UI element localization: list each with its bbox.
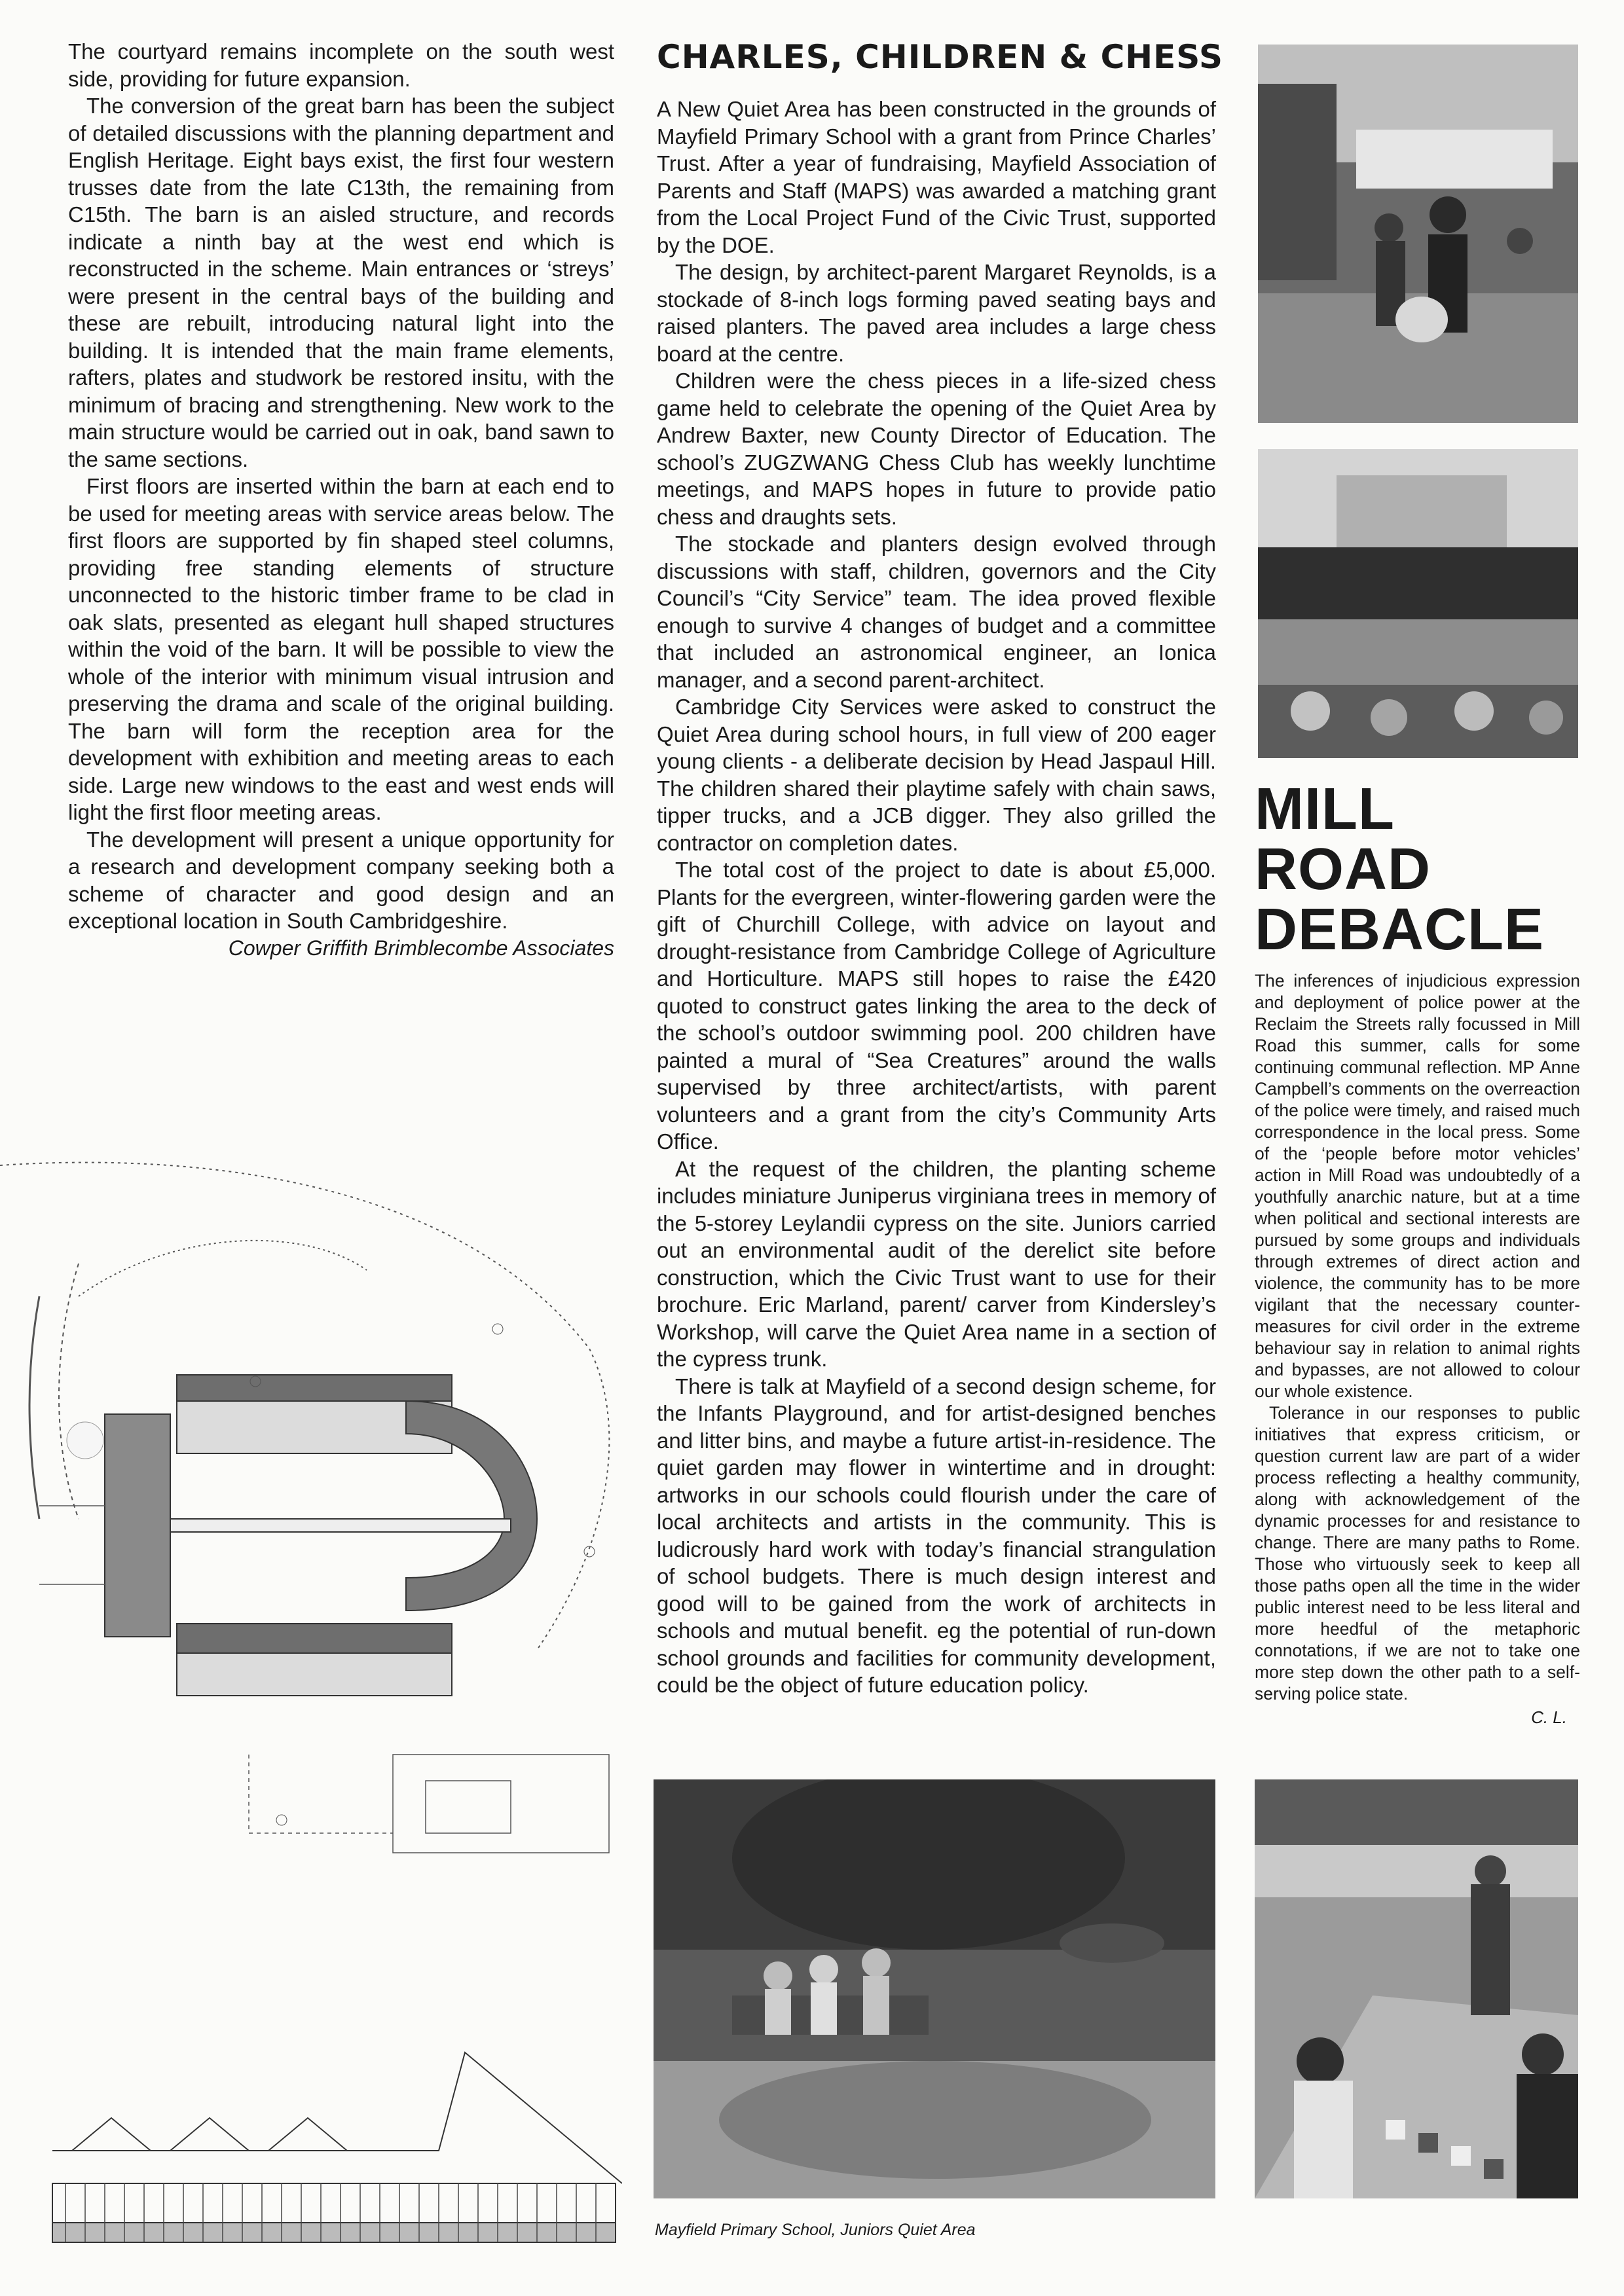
right-paragraph: The inferences of injudicious expression and deployment of police power at the Reclaim the Streets rally focussed in Mill Road this summer, calls for some continuing communal reflection. MP Anne Campbell’s comments on the overreaction of the police were timely, and raised much correspondence in the local press. Some of the ‘people before motor vehicles’ action in Mill Road was undoubtedly of a youthfully anarchic nature, but at a time when political and sectional interests are pursued by some groups and individuals through extremes of direct action and violence, the community has to be more vigilant that the necessary counter-measures for civil order in the extreme behaviour say in relation to animal rights and bypasses, are not allowed to colour our whole existence.: [1255, 971, 1580, 1401]
left-paragraph: The conversion of the great barn has been the subject of detailed discussions with the planning department and English Heritage. Eight bays exist, the first four western trusses date from the late C13th, the remaining from C15th. The barn is an aisled structure, and records indicate a ninth bay at the west end which is reconstructed in the scheme. Main entrances or ‘streys’ were present in the central bays of the building and these are rebuilt, introducing natural light into the building. It is intended that the main frame elements, rafters, plates and studwork be restored insitu, with the minimum of bracing and strengthening. New work to the main structure would be carried out in oak, band sawn to the same sections.: [68, 94, 614, 471]
left-article: [68, 38, 614, 960]
left-paragraph: The development will present a unique opportunity for a research and development company seeking both a scheme of character and good design and an exceptional location in South Cambridgeshire.: [68, 827, 614, 933]
site-plan-drawing: [0, 1152, 622, 1905]
right-headline-line-1: MILL ROAD: [1255, 776, 1431, 902]
right-headline-line-2: DEBACLE: [1255, 897, 1545, 962]
elevation-drawing: [46, 2046, 622, 2249]
middle-paragraph: A New Quiet Area has been constructed in the grounds of Mayfield Primary School with a grant from Prince Charles’ Trust. After a year of fundraising, Mayfield Association of Parents and Staff (MAPS) was awarded a matching grant from the Local Project Fund of the Civic Trust, supported by the DOE.: [657, 97, 1216, 257]
right-headline: [1255, 776, 1580, 962]
chess-game-photo: [1255, 1779, 1578, 2198]
middle-paragraph: Children were the chess pieces in a life-sized chess game held to celebrate the opening of the Quiet Area by Andrew Baxter, new County Director of Education. The school’s ZUGZWANG Chess Club has weekly lunchtime meetings, and MAPS hopes in future to provide patio chess and draughts sets.: [657, 369, 1216, 529]
left-paragraph: The courtyard remains incomplete on the south west side, providing for future expansion.: [68, 39, 614, 91]
middle-paragraph: Cambridge City Services were asked to construct the Quiet Area during school hours, in full view of 200 eager young clients - a deliberate decision by Head Jaspaul Hill. The children shared their playtime safely with chain saws, tipper trucks, and a JCB digger. They also grilled the contractor on completion dates.: [657, 695, 1216, 855]
middle-paragraph: The stockade and planters design evolved through discussions with staff, children, governors and the City Council’s “City Service” team. The idea proved flexible enough to survive 4 changes of budget and a committee that included an astronomical engineer, an Ionica manager, and a second parent-architect.: [657, 532, 1216, 692]
right-paragraph: Tolerance in our responses to public initiatives that express criticism, or question current law are part of a wider process reflecting a healthy community, along with acknowledgement of the dynamic processes for and resistance to change. There are many paths to Rome. Those who virtuously seek to keep all those paths open all the time in the wider public interest need to be less literal and more heedful of the metaphoric connotations, if we are not to take one more step down the other path to a self-serving police state.: [1255, 1403, 1580, 1704]
left-paragraph: First floors are inserted within the barn at each end to be used for meeting areas with service areas below. The first floors are supported by fin shaped steel columns, providing free standing elements of structure unconnected to the historic timber frame to be clad in oak slats, presented as elegant hull shaped structures within the void of the barn. It will be possible to view the whole of the interior with minimum visual intrusion and preserving the drama and scale of the original building. The barn will form the reception area for the development with exhibition and meeting areas to each side. Large new windows to the east and west ends will light the first floor meeting areas.: [68, 474, 614, 824]
right-article: [1255, 776, 1580, 1728]
quiet-area-photo: [654, 1779, 1215, 2198]
left-signature: Cowper Griffith Brimblecombe Associates: [228, 936, 614, 960]
quiet-area-caption: Mayfield Primary School, Juniors Quiet Area: [655, 2221, 976, 2239]
police-line-photo: [1258, 449, 1578, 758]
right-initials: C. L.: [1531, 1707, 1567, 1727]
middle-headline: CHARLES, CHILDREN & CHESS: [657, 38, 1224, 76]
middle-paragraph: The total cost of the project to date is about £5,000. Plants for the evergreen, winter-flowering garden were the gift of Churchill College, with advice on layout and drought-resistance from Cambridge College of Agriculture and Horticulture. MAPS still hopes to raise the £420 quoted to construct gates linking the area to the deck of the school’s outdoor swimming pool. 200 children have painted a mural of “Sea Creatures” around the walls supervised by three architect/artists, with parent volunteers and a grant from the city’s Community Arts Office.: [657, 858, 1216, 1154]
street-rally-photo: [1258, 45, 1578, 423]
middle-paragraph: At the request of the children, the planting scheme includes miniature Juniperus virginiana trees in memory of the 5-storey Leylandii cypress on the site. Juniors carried out an environmental audit of the derelict site before construction, which the Civic Trust want to use for their brochure. Eric Marland, parent/ carver from Kindersley’s Workshop, will carve the Quiet Area name in a section of the cypress trunk.: [657, 1156, 1216, 1371]
middle-article: [657, 38, 1224, 1699]
middle-paragraph: The design, by architect-parent Margaret Reynolds, is a stockade of 8-inch logs forming paved seating bays and raised planters. The paved area includes a large chess board at the centre.: [657, 260, 1216, 366]
middle-paragraph: There is talk at Mayfield of a second design scheme, for the Infants Playground, and for artist-designed benches and litter bins, and maybe a future artist-in-residence. The quiet garden may flower in wintertime and in drought: artworks in our schools could flourish under the care of local architects and artists in the community. This is ludicrously hard work with today’s financial strangulation of school budgets. There is much design interest and good will to be gained from the work of architects in schools and mutual benefit. eg the potential of run-down school grounds and facilities for community development, could be the object of future education policy.: [657, 1374, 1216, 1697]
